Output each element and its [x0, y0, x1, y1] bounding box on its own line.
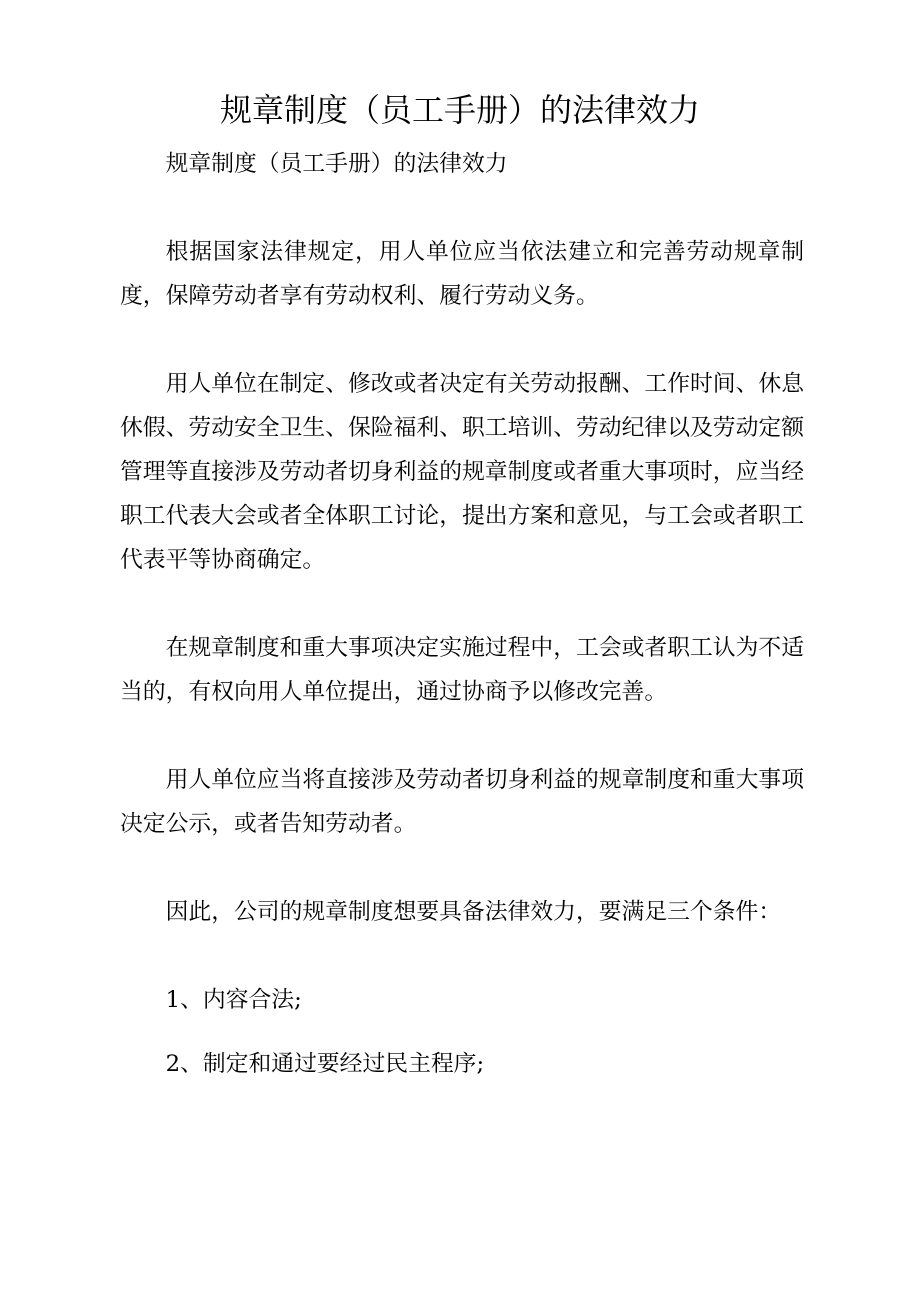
consultation-paragraph: 用人单位在制定、修改或者决定有关劳动报酬、工作时间、休息休假、劳动安全卫生、保险福利、职工培训、劳动纪律以及劳动定额管理等直接涉及劳动者切身利益的规章制度或者重大事项时，应当经职工代表大会或者全体职工讨论，提出方案和意见，与工会或者职工代表平等协商确定。: [120, 371, 804, 573]
paragraph-spacer: [120, 318, 804, 362]
condition-item: 2、制定和通过要经过民主程序;: [165, 1051, 485, 1077]
condition-item: 1、内容合法;: [165, 987, 302, 1013]
paragraph-spacer: [120, 186, 804, 230]
paragraph-spacer: [120, 1022, 804, 1042]
subtitle-paragraph: 规章制度（员工手册）的法律效力: [165, 151, 508, 177]
paragraph-spacer: [120, 714, 804, 758]
publicity-paragraph: 用人单位应当将直接涉及劳动者切身利益的规章制度和重大事项决定公示，或者告知劳动者。: [120, 767, 804, 837]
legal-basis-paragraph: 根据国家法律规定，用人单位应当依法建立和完善劳动规章制度，保障劳动者享有劳动权利、履行劳动义务。: [120, 239, 804, 309]
paragraph-spacer: [120, 934, 804, 978]
document-title: 规章制度（员工手册）的法律效力: [219, 91, 700, 129]
document-body: [120, 142, 804, 1086]
paragraph-spacer: [120, 846, 804, 890]
paragraph-spacer: [120, 582, 804, 626]
revision-paragraph: 在规章制度和重大事项决定实施过程中，工会或者职工认为不适当的，有权向用人单位提出，通过协商予以修改完善。: [120, 635, 804, 705]
conditions-intro-paragraph: 因此，公司的规章制度想要具备法律效力，要满足三个条件：: [165, 899, 782, 925]
